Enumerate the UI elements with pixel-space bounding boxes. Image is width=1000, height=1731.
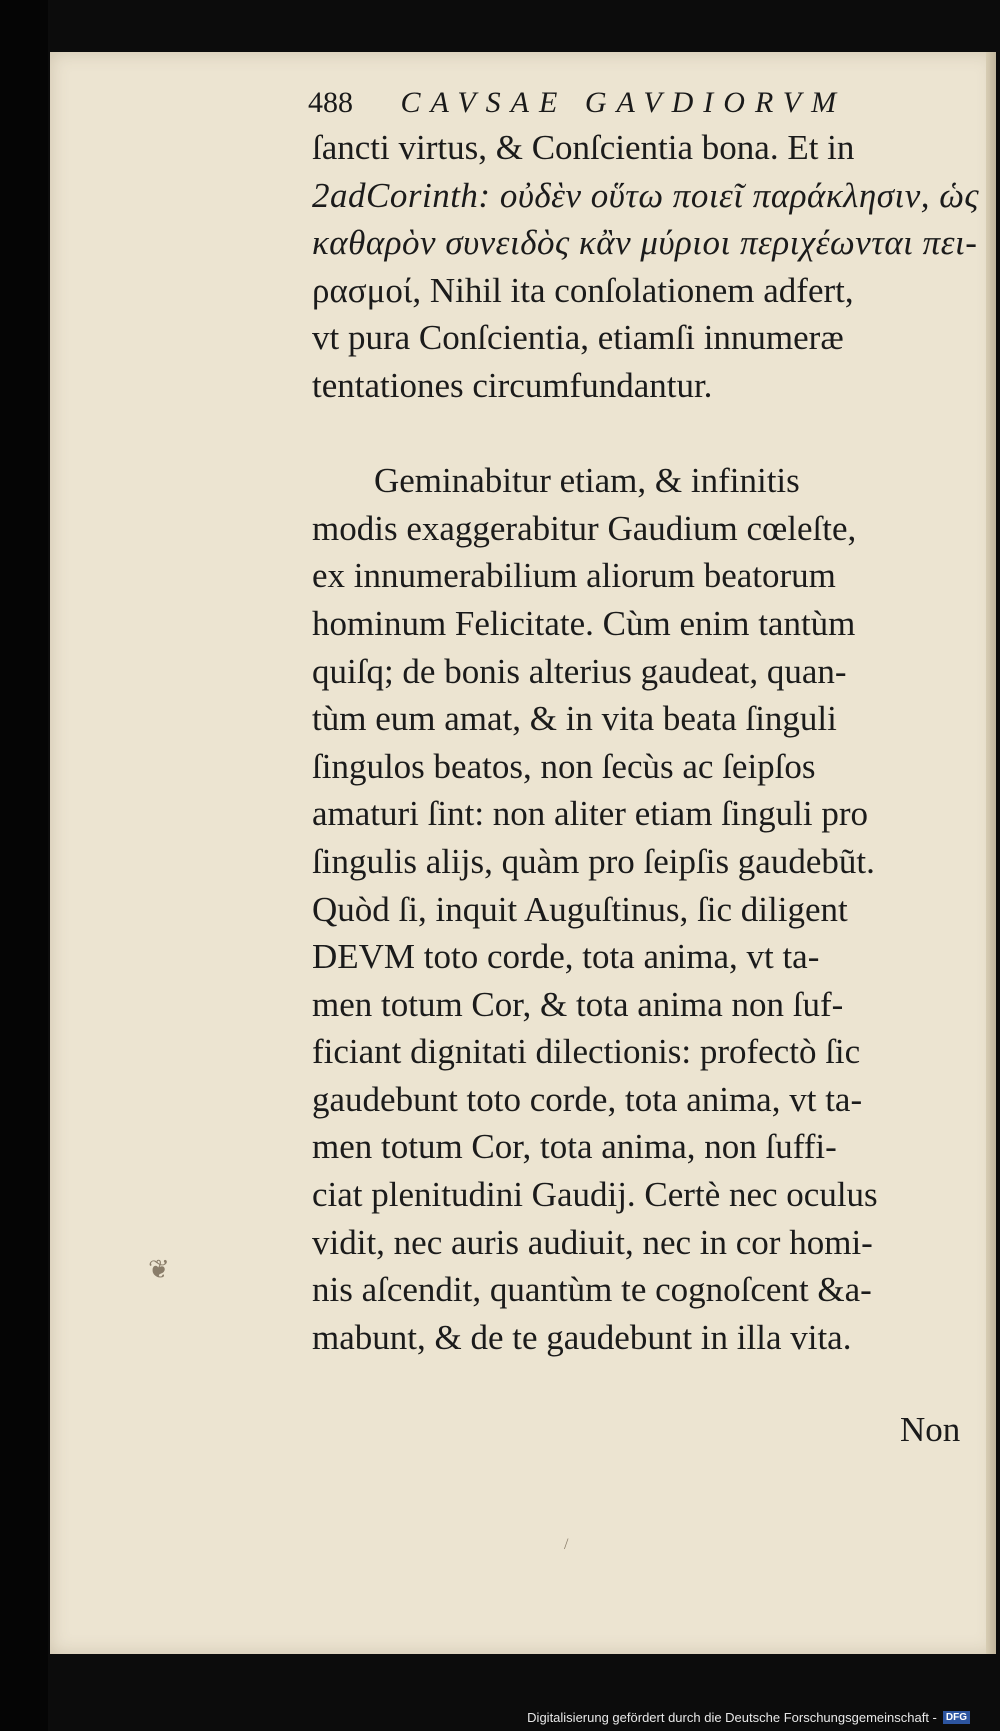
page-header bbox=[308, 86, 846, 120]
ink-speck: / bbox=[564, 1536, 569, 1553]
margin-smudge-icon: ❦ bbox=[148, 1255, 170, 1284]
paragraph-gap bbox=[312, 410, 1000, 458]
text-line: DEVM toto corde, tota anima, vt ta- bbox=[312, 937, 820, 977]
text-line: ſancti virtus, & Conſcientia bona. Et in bbox=[312, 128, 855, 167]
text-line: ſingulis alijs, quàm pro ſeipſis gaudebũt. bbox=[312, 841, 875, 881]
text-line: ρασμοί, Nihil ita conſolationem adfert, bbox=[312, 270, 854, 310]
text-line: ciat plenitudini Gaudij. Certè nec oculus bbox=[312, 1175, 878, 1215]
text-line: Geminabitur etiam, & infinitis bbox=[374, 461, 800, 501]
text-line: nis aſcendit, quantùm te cognoſcent &a- bbox=[312, 1270, 872, 1310]
text-line: 2adCorinth: οὐδὲν οὕτω ποιεῖ παράκλησιν, ὡς bbox=[312, 175, 980, 215]
text-line: quiſq; de bonis alterius gaudeat, quan- bbox=[312, 651, 847, 691]
text-line: men totum Cor, & tota anima non ſuf- bbox=[312, 984, 844, 1024]
text-line: tùm eum amat, & in vita beata ſinguli bbox=[312, 699, 837, 739]
text-line: ſingulos beatos, non ſecùs ac ſeipſos bbox=[312, 746, 816, 786]
text-line: amaturi ſint: non aliter etiam ſinguli pro bbox=[312, 794, 868, 834]
text-line: vt pura Conſcientia, etiamſi innumeræ bbox=[312, 318, 844, 358]
text-line: mabunt, & de te gaudebunt in illa vita. bbox=[312, 1317, 852, 1357]
text-line: Quòd ſi, inquit Auguſtinus, ſic diligent bbox=[312, 889, 848, 929]
text-line: ficiant dignitati dilectionis: profectò ſic bbox=[312, 1032, 861, 1072]
text-line: gaudebunt toto corde, tota anima, vt ta- bbox=[312, 1079, 863, 1119]
running-title: CAVSAE GAVDIORVM bbox=[400, 86, 847, 119]
text-line: vidit, nec auris audiuit, nec in cor homi- bbox=[312, 1222, 873, 1262]
book-page bbox=[50, 52, 996, 1654]
text-line: modis exaggerabitur Gaudium cœleſte, bbox=[312, 508, 857, 548]
text-line: tentationes circumfundantur. bbox=[312, 365, 713, 405]
catchword: Non bbox=[900, 1410, 961, 1449]
text-line: men totum Cor, tota anima, non ſuffi- bbox=[312, 1127, 837, 1167]
footer-credit: Digitalisierung gefördert durch die Deutsche Forschungsgemeinschaft - bbox=[527, 1710, 937, 1725]
body-text bbox=[312, 124, 1000, 1361]
text-line: hominum Felicitate. Cùm enim tantùm bbox=[312, 603, 856, 643]
dfg-logo: DFG bbox=[943, 1711, 970, 1724]
text-line: ex innumerabilium aliorum beatorum bbox=[312, 556, 836, 596]
scan-background-left bbox=[0, 0, 48, 1731]
digitization-footer bbox=[527, 1710, 970, 1725]
page-number: 488 bbox=[308, 86, 353, 119]
text-line: καθαρὸν συνειδὸς κἂν μύριοι περιχέωνται πει- bbox=[312, 223, 978, 263]
